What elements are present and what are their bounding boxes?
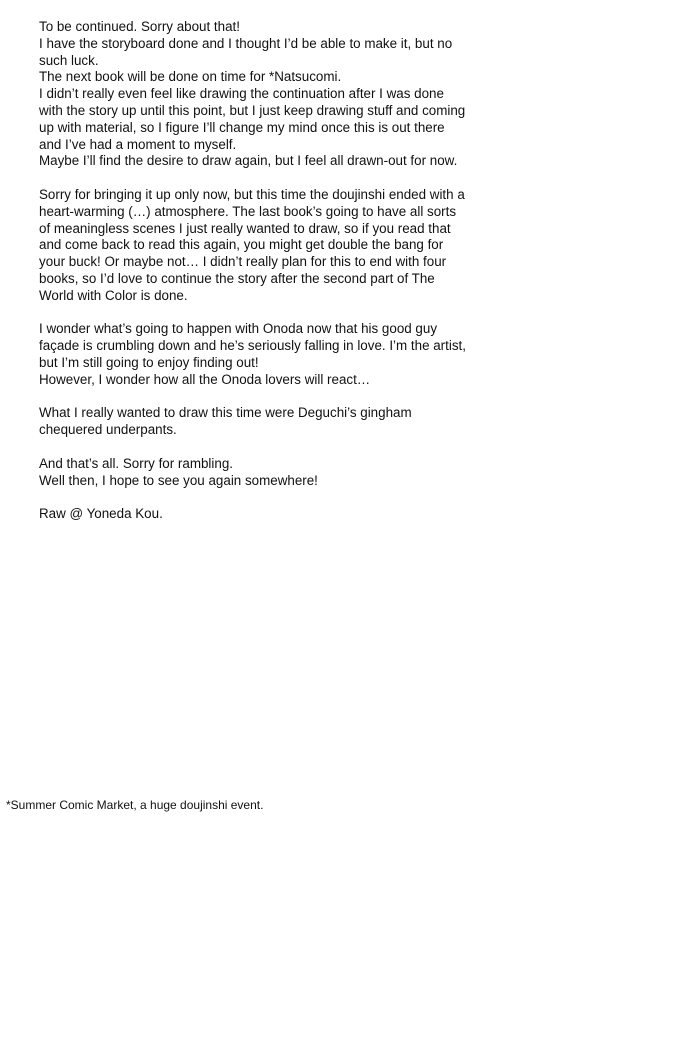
text-line: façade is crumbling down and he’s seriously falling in love. I’m the artist, xyxy=(39,338,466,354)
footnote: *Summer Comic Market, a huge doujinshi event. xyxy=(6,798,264,812)
text-line: Raw @ Yoneda Kou. xyxy=(39,506,163,522)
text-line: To be continued. Sorry about that! xyxy=(39,19,240,34)
text-line: your buck! Or maybe not… I didn’t really plan for this to end with four xyxy=(39,254,447,270)
paragraph xyxy=(39,187,509,305)
text-line: The next book will be done on time for *Natsucomi. xyxy=(39,69,342,85)
text-line: What I really wanted to draw this time were Deguchi’s gingham xyxy=(39,405,412,421)
text-line: Maybe I’ll find the desire to draw again, but I feel all drawn-out for now. xyxy=(39,153,458,169)
text-line: I have the storyboard done and I thought I’d be able to make it, but no xyxy=(39,35,453,51)
text-line: with the story up until this point, but I just keep drawing stuff and coming xyxy=(39,102,466,118)
signature-line xyxy=(39,506,509,523)
text-line: heart-warming (…) atmosphere. The last book’s going to have all sorts xyxy=(39,203,457,219)
text-line: I didn’t really even feel like drawing the continuation after I was done xyxy=(39,86,444,102)
text-line: books, so I’d love to continue the story after the second part of The xyxy=(39,270,435,286)
text-line: Well then, I hope to see you again somewhere! xyxy=(39,472,318,488)
text-line: of meaningless scenes I just really wanted to draw, so if you read that xyxy=(39,220,451,236)
paragraph xyxy=(39,405,509,439)
text-line: Sorry for bringing it up only now, but this time the doujinshi ended with a xyxy=(39,186,465,202)
text-line: And that’s all. Sorry for rambling. xyxy=(39,455,234,471)
text-line: but I’m still going to enjoy finding out! xyxy=(39,354,259,370)
text-line: chequered underpants. xyxy=(39,422,177,438)
text-line: up with material, so I figure I’ll change my mind once this is out there xyxy=(39,119,445,135)
paragraph xyxy=(39,321,509,388)
text-line: World with Color is done. xyxy=(39,287,188,303)
text-line: such luck. xyxy=(39,52,99,68)
text-line: However, I wonder how all the Onoda lovers will react… xyxy=(39,371,371,387)
text-line: I wonder what’s going to happen with Onoda now that his good guy xyxy=(39,321,438,337)
translation-note-body xyxy=(39,19,509,540)
text-line: and come back to read this again, you might get double the bang for xyxy=(39,237,444,253)
paragraph xyxy=(39,19,509,170)
text-line: and I’ve had a moment to myself. xyxy=(39,136,237,152)
paragraph xyxy=(39,456,509,490)
